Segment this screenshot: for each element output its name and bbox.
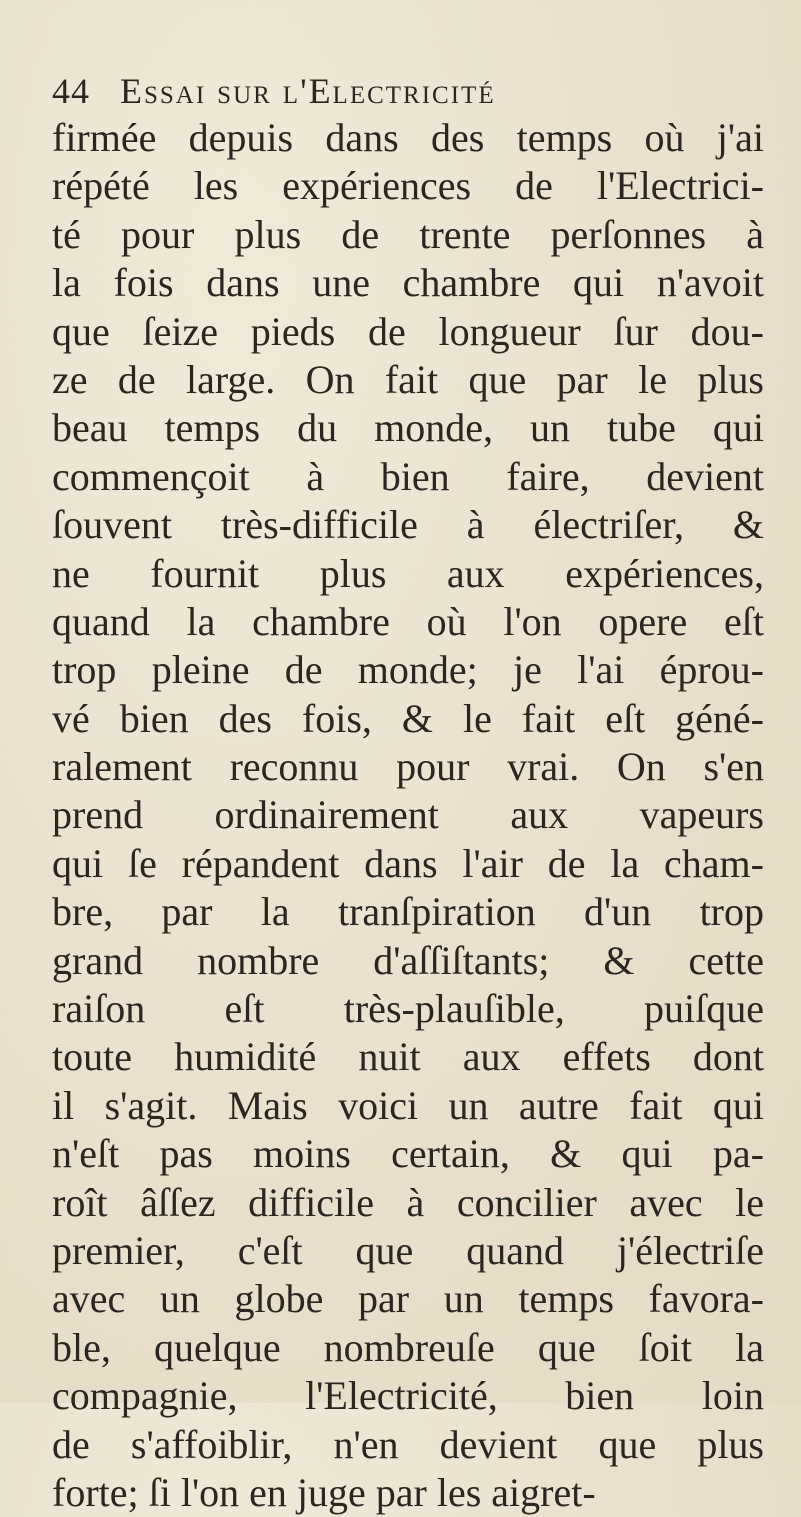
text-line: de s'affoiblir, n'en devient que plus — [52, 1421, 764, 1467]
text-line: grand nombre d'aſſiſtants; & cette — [52, 937, 764, 983]
text-line: roît âſſez difficile à concilier avec le — [52, 1179, 764, 1225]
text-line: quand la chambre où l'on opere eſt — [52, 598, 764, 644]
text-line: firmée depuis dans des temps où j'ai — [52, 115, 764, 160]
text-line: trop pleine de monde; je l'ai éprou- — [52, 647, 764, 693]
text-line: ble, quelque nombreuſe que ſoit la — [52, 1324, 764, 1370]
text-line: beau temps du monde, un tube qui — [52, 405, 764, 451]
body-text — [52, 114, 764, 1517]
text-line: ze de large. On fait que par le plus — [52, 356, 764, 402]
text-line: il s'agit. Mais voici un autre fait qui — [52, 1082, 764, 1128]
text-line: commençoit à bien faire, devient — [52, 453, 764, 499]
text-line: té pour plus de trente perſonnes à — [52, 211, 764, 257]
text-line: compagnie, l'Electricité, bien loin — [52, 1373, 764, 1419]
page-header — [52, 70, 752, 120]
running-title: Essai sur l'Electricité — [120, 71, 496, 111]
text-line: ne fournit plus aux expériences, — [52, 550, 764, 596]
text-line: que ſeize pieds de longueur ſur dou- — [52, 308, 764, 354]
text-line: la fois dans une chambre qui n'avoit — [52, 260, 764, 306]
text-line: ralement reconnu pour vrai. On s'en — [52, 744, 764, 790]
text-line: bre, par la tranſpiration d'un trop — [52, 889, 764, 935]
page-number: 44 — [52, 71, 90, 111]
text-line: répété les expériences de l'Electrici- — [52, 163, 764, 209]
text-line: n'eſt pas moins certain, & qui pa- — [52, 1131, 764, 1177]
text-line: toute humidité nuit aux effets dont — [52, 1034, 764, 1080]
text-line: avec un globe par un temps favora- — [52, 1276, 764, 1322]
text-line: ſouvent très-difficile à électriſer, & — [52, 502, 764, 548]
text-line: vé bien des fois, & le fait eſt géné- — [52, 695, 764, 741]
text-line: prend ordinairement aux vapeurs — [52, 792, 764, 838]
text-line: premier, c'eſt que quand j'électriſe — [52, 1227, 764, 1273]
text-line: forte; ſi l'on en juge par les aigret- — [52, 1469, 596, 1515]
text-line: qui ſe répandent dans l'air de la cham- — [52, 840, 764, 886]
text-line: raiſon eſt très-plauſible, puiſque — [52, 986, 764, 1032]
